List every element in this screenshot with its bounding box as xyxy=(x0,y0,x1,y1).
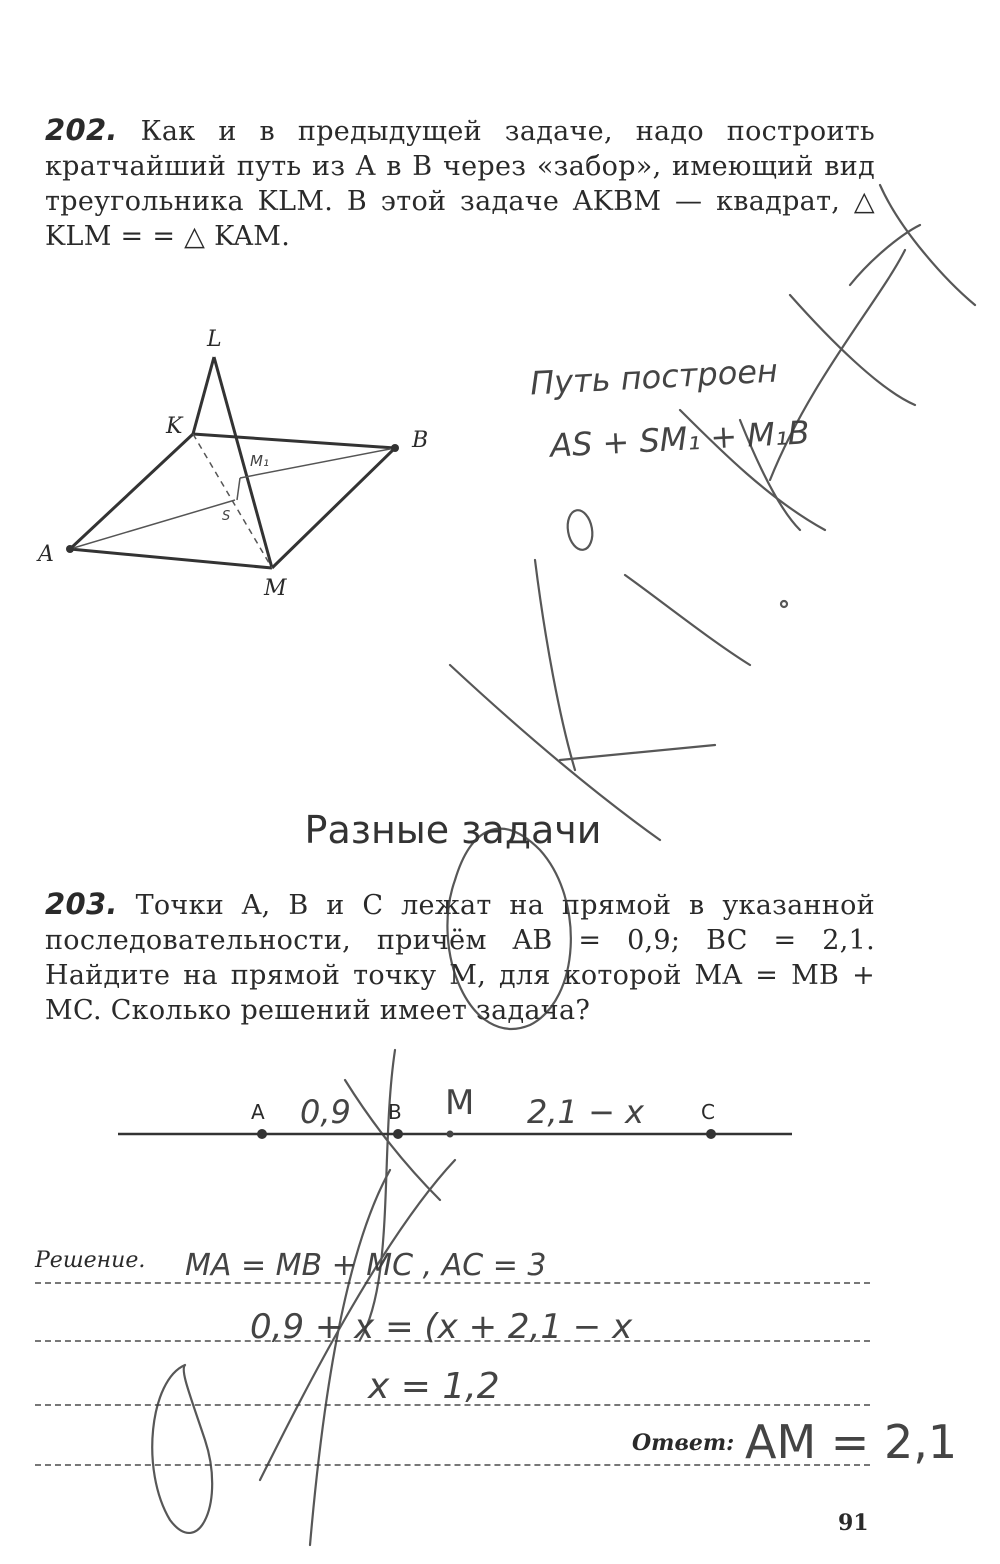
label-A: A xyxy=(38,542,54,567)
point-C: C xyxy=(701,1100,715,1124)
problem-203-number: 203. xyxy=(45,887,118,921)
label-K: K xyxy=(166,414,183,439)
label-M1: M₁ xyxy=(250,452,269,470)
solution-text-3: x = 1,2 xyxy=(368,1366,500,1407)
section-title: Разные задачи xyxy=(304,808,602,852)
label-M: M xyxy=(264,576,287,601)
annotation-mc: 2,1 − x xyxy=(527,1093,644,1131)
page-number: 91 xyxy=(838,1510,869,1536)
label-S: S xyxy=(222,509,231,524)
answer-label: Ответ: xyxy=(632,1430,735,1456)
solution-label: Решение. xyxy=(35,1248,146,1273)
solution-text-1: MA = MB + MC , AC = 3 xyxy=(185,1248,547,1283)
annotation-ab: 0,9 xyxy=(300,1093,351,1131)
problem-203-text: Точки A, B и C лежат на прямой в указанной последовательности, причём AB = 0,9; BC = 2,1. Найдите на прямой точку M, для которой MA = MB + MC. Сколько решений имеет задача? xyxy=(45,890,875,1026)
point-A: A xyxy=(251,1100,265,1124)
point-M: M xyxy=(445,1083,475,1123)
note-202-line1: Путь построен xyxy=(529,351,779,403)
problem-202-number: 202. xyxy=(45,113,118,147)
note-202-line2: AS + SM₁ + M₁B xyxy=(549,413,811,465)
problem-202-text: Как и в предыдущей задаче, надо построить кратчайший путь из A в B через «забор», имеющий вид треугольника KLM. В этой задаче AKBM — квадрат, △ KLM = = △ KAM. xyxy=(45,116,875,252)
solution-text-2: 0,9 + x = (x + 2,1 − x xyxy=(250,1307,633,1347)
point-B: B xyxy=(388,1100,402,1124)
label-L: L xyxy=(207,327,222,352)
label-B: B xyxy=(412,428,429,453)
answer-value: AM = 2,1 xyxy=(745,1415,958,1469)
